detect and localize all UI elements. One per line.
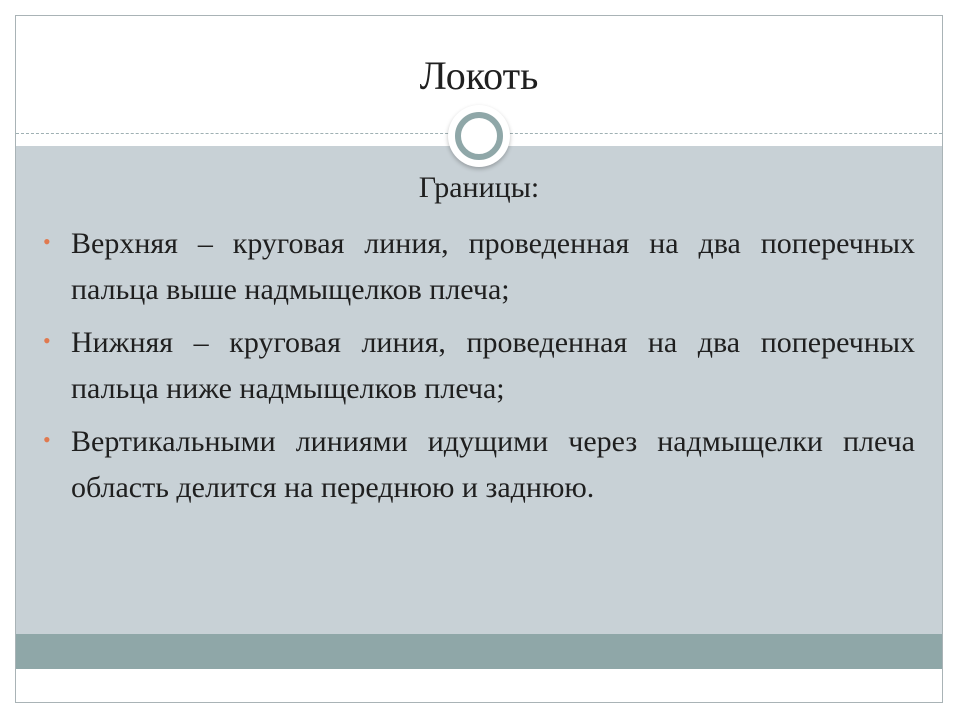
bullet-text: Верхняя – круговая линия, проведенная на два поперечных пальца выше надмыщелков плеча; <box>71 227 915 306</box>
ring-icon <box>448 105 510 167</box>
slide <box>15 15 943 703</box>
bullet-text: Нижняя – круговая линия, проведенная на два поперечных пальца ниже надмыщелков плеча; <box>71 326 915 405</box>
bullet-icon: • <box>43 229 51 254</box>
bullet-list <box>43 221 915 518</box>
footer-accent-band <box>16 634 942 669</box>
bullet-item-lower <box>43 320 915 412</box>
slide-title: Локоть <box>419 53 539 98</box>
bullet-icon: • <box>43 328 51 353</box>
bullet-item-upper <box>43 221 915 313</box>
bullet-item-vertical <box>43 419 915 511</box>
slide-subheading: Границы: <box>418 171 540 204</box>
ring-inner <box>455 112 503 160</box>
bullet-icon: • <box>43 427 51 452</box>
bullet-text: Вертикальными линиями идущими через надмыщелки плеча область делится на переднюю и заднюю. <box>71 425 915 504</box>
